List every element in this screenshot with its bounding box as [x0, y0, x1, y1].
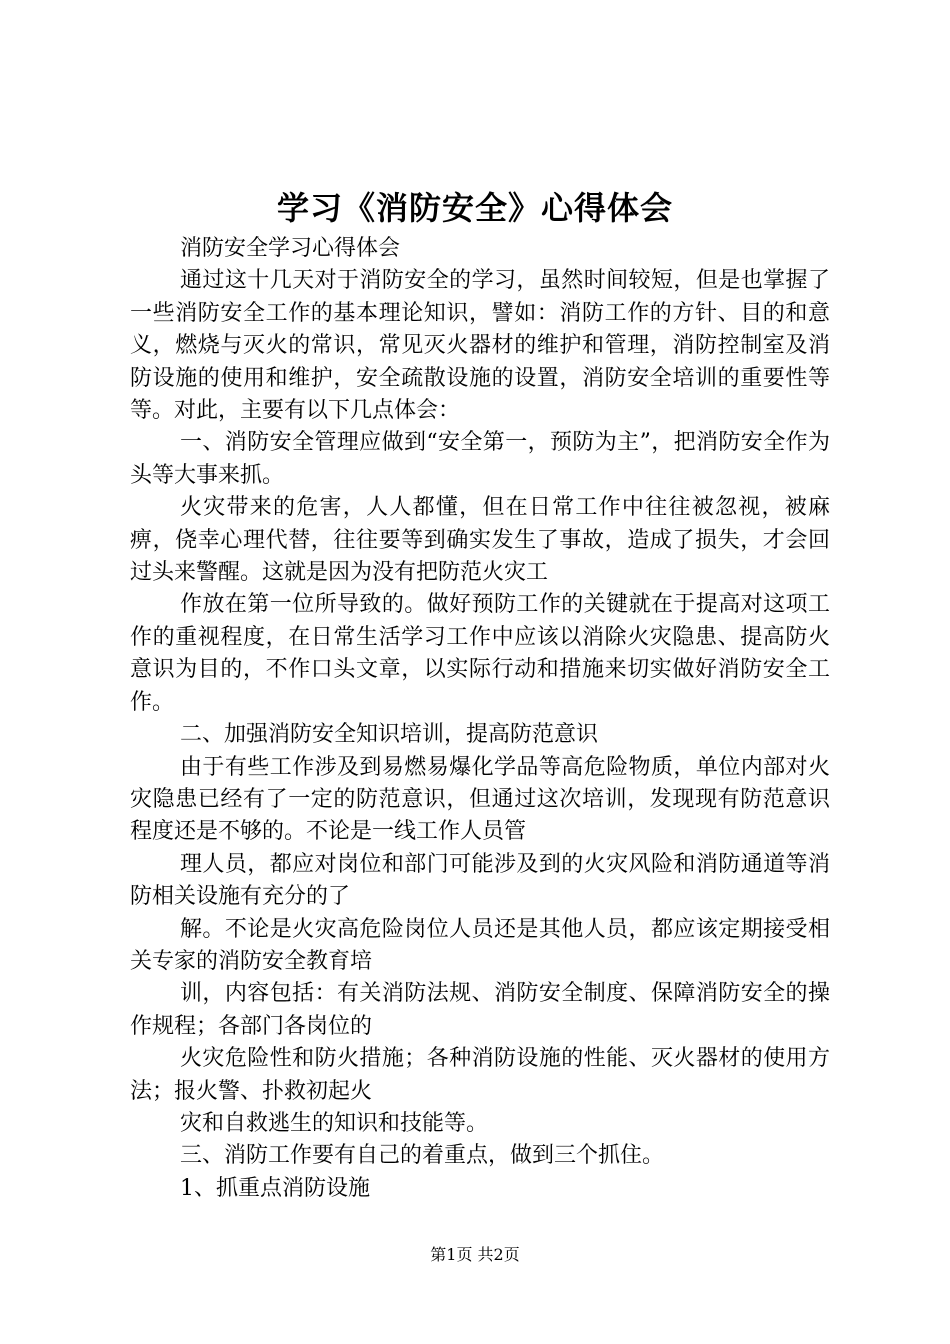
paragraph: 火灾危险性和防火措施；各种消防设施的性能、灭火器材的使用方法；报火警、扑救初起火 [130, 1046, 830, 1104]
paragraph: 解。不论是火灾高危险岗位人员还是其他人员，都应该定期接受相关专家的消防安全教育培 [130, 916, 830, 974]
paragraph: 作放在第一位所导致的。做好预防工作的关键就在于提高对这项工作的重视程度，在日常生活学习工作中应该以消除火灾隐患、提高防火意识为目的，不作口头文章，以实际行动和措施来切实做好消防安全工作。 [130, 592, 830, 715]
paragraph-heading-1: 一、消防安全管理应做到“安全第一，预防为主”，把消防安全作为头等大事来抓。 [130, 430, 830, 488]
page-footer: 第1页 共2页 [430, 1245, 520, 1264]
paragraph-subtitle: 消防安全学习心得体会 [180, 236, 401, 261]
document-body [130, 233, 830, 1205]
paragraph: 灾和自救逃生的知识和技能等。 [180, 1110, 489, 1136]
paragraph: 理人员，都应对岗位和部门可能涉及到的火灾风险和消防通道等消防相关设施有充分的了 [130, 851, 830, 910]
document-title: 学习《消防安全》心得体会 [276, 189, 673, 227]
paragraph: 训，内容包括：有关消防法规、消防安全制度、保障消防安全的操作规程；各部门各岗位的 [130, 981, 830, 1039]
paragraph-subheading: 1、抓重点消防设施 [180, 1175, 370, 1201]
paragraph: 火灾带来的危害，人人都懂，但在日常工作中往往被忽视，被麻痹，侥幸心理代替，往往要等到确实发生了事故，造成了损失，才会回过头来警醒。这就是因为没有把防范火灾工 [130, 495, 830, 586]
paragraph-intro: 通过这十几天对于消防安全的学习，虽然时间较短，但是也掌握了一些消防安全工作的基本理论知识，譬如：消防工作的方针、目的和意义，燃烧与灭火的常识，常见灭火器材的维护和管理，消防控制室及消防设施的使用和维护，安全疏散设施的设置，消防安全培训的重要性等等。对此，主要有以下几点体会： [130, 268, 830, 424]
paragraph: 由于有些工作涉及到易燃易爆化学品等高危险物质，单位内部对火灾隐患已经有了一定的防范意识，但通过这次培训，发现现有防范意识程度还是不够的。不论是一线工作人员管 [130, 754, 830, 845]
paragraph-heading-2: 二、加强消防安全知识培训，提高防范意识 [180, 722, 599, 748]
paragraph-heading-3: 三、消防工作要有自己的着重点，做到三个抓住。 [180, 1143, 665, 1169]
